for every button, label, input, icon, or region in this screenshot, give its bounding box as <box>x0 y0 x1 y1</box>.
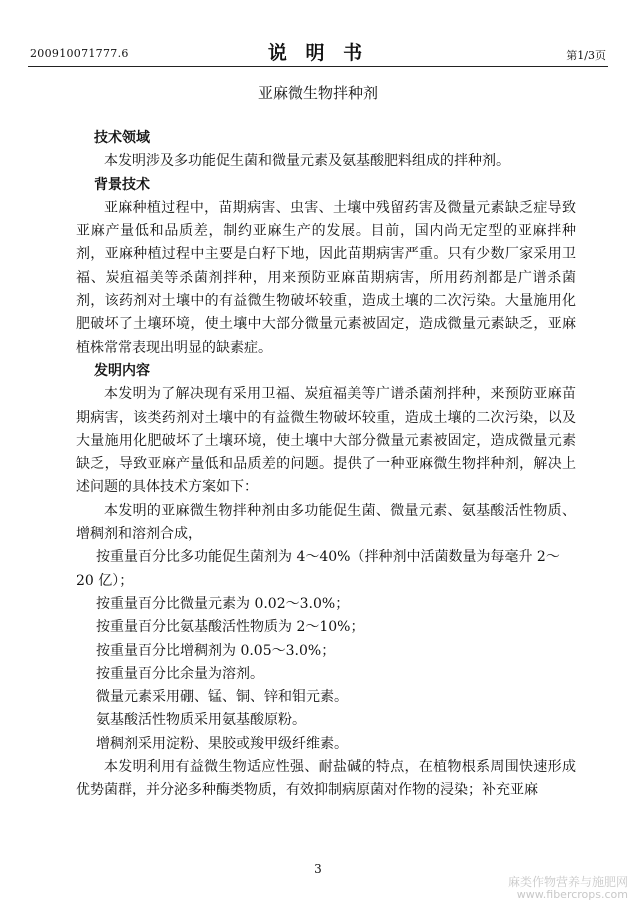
ratio-line: 按重量百分比多功能促生菌剂为 4～40%（拌种剂中活菌数量为每毫升 2～ <box>96 549 560 566</box>
paragraph: 亚麻种植过程中，苗期病害、虫害、土壤中残留药害及微量元素缺乏症导致亚麻产量低和品质差，制约亚麻生产的发展。目前，国内尚无定型的亚麻拌种剂，亚麻种植过程中主要是白籽下地，因此苗期病害严重。只有少数厂家采用卫福、炭疽福美等杀菌剂拌种，用来预防亚麻苗期病害，所用药剂都是广谱杀菌剂，该药剂对土壤中的有益微生物破坏较重，造成土壤的二次污染。大量施用化肥破坏了土壤环境，使土壤中大部分微量元素被固定，造成微量元素缺乏，亚麻植株常常表现出明显的缺素症。 <box>76 199 576 356</box>
document-title: 亚麻微生物拌种剂 <box>257 84 378 102</box>
spec-item: 增稠剂采用淀粉、果胶或羧甲级纤维素。 <box>96 735 348 752</box>
page-number: 3 <box>314 862 322 876</box>
spec-item: 氨基酸活性物质采用氨基酸原粉。 <box>96 712 306 729</box>
document-type: 说 明 书 <box>267 42 369 64</box>
watermark-site-url: www.fibercrops.com <box>516 888 628 901</box>
spec-item: 按重量百分比氨基酸活性物质为 2～10%； <box>96 619 365 636</box>
paragraph: 本发明的亚麻微生物拌种剂由多功能促生菌、微量元素、氨基酸活性物质、增稠剂和溶剂合成， <box>76 502 576 543</box>
paragraph: 本发明涉及多功能促生菌和微量元素及氨基酸肥料组成的拌种剂。 <box>104 153 510 170</box>
ratio-continuation: 20 亿）； <box>76 572 134 589</box>
spec-item: 按重量百分比微量元素为 0.02～3.0%； <box>96 595 350 612</box>
document-body <box>76 127 576 803</box>
section-heading-tech-field: 技术领域 <box>94 130 150 146</box>
application-number: 200910071777.6 <box>30 47 129 60</box>
section-heading-invention: 发明内容 <box>94 362 150 379</box>
spec-item: 按重量百分比增稠剂为 0.05～3.0%； <box>96 642 336 659</box>
paragraph: 本发明利用有益微生物适应性强、耐盐碱的特点，在植物根系周围快速形成优势菌群，并分泌多种酶类物质，有效抑制病原菌对作物的浸染；补充亚麻 <box>76 759 576 799</box>
spec-item: 按重量百分比余量为溶剂。 <box>96 665 264 682</box>
section-heading-background: 背景技术 <box>94 176 150 193</box>
watermark-site-name: 麻类作物营养与施肥网 <box>507 875 628 889</box>
header-divider <box>28 66 608 67</box>
spec-item: 微量元素采用硼、锰、铜、锌和钼元素。 <box>96 689 348 706</box>
page-indicator: 第1/3页 <box>566 49 606 62</box>
paragraph: 本发明为了解决现有采用卫福、炭疽福美等广谱杀菌剂拌种，来预防亚麻苗期病害，该类药剂对土壤中的有益微生物破坏较重，造成土壤的二次污染，以及大量施用化肥破坏了土壤环境，使土壤中大部分微量元素被固定，造成微量元素缺乏，导致亚麻产量低和品质差的问题。提供了一种亚麻微生物拌种剂，解决上述问题的具体技术方案如下： <box>76 386 576 496</box>
